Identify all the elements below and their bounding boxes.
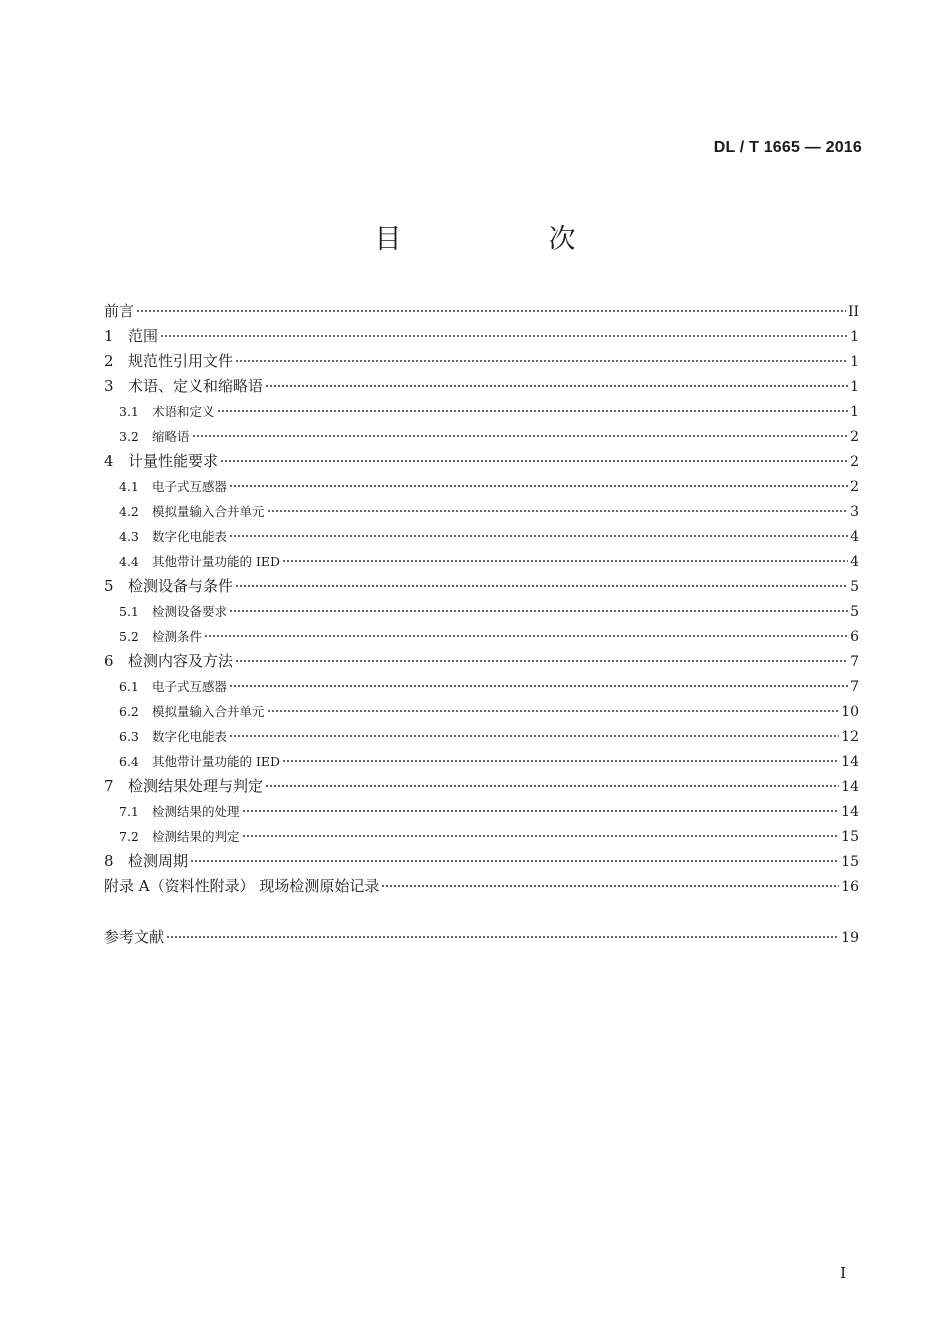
toc-entry-page: 7 [850,654,859,670]
toc-entry-page: 6 [850,629,859,645]
toc-entry-number: 5 [104,577,114,595]
toc-entry-number: 5.1 [119,604,139,619]
toc-entry-number: 4 [104,452,114,470]
toc-entry-page: 5 [850,579,859,595]
toc-entry-number: 7 [104,777,114,795]
dot-leader [136,310,846,312]
toc-entry-label: 缩略语 [152,429,190,444]
toc-entry-number: 6.1 [119,679,139,694]
toc-entry-page: 2 [850,454,859,470]
toc-entry-number: 8 [104,852,114,870]
toc-entry-label: 检测结果的判定 [152,829,240,844]
dot-leader [166,936,839,938]
toc-entry-page: 1 [850,404,859,420]
toc-entry-page: 15 [841,854,859,870]
toc-entry[interactable] [104,299,859,324]
toc-entry-page: 1 [850,329,859,345]
toc-entry-page: 2 [850,429,859,445]
toc-entry-number: 4.2 [119,504,139,519]
toc-entry[interactable] [104,324,859,349]
dot-leader [160,335,848,337]
dot-leader [267,710,840,712]
dot-leader [229,685,848,687]
toc-subentry[interactable] [104,424,859,449]
toc-entry-page: 2 [850,479,859,495]
dot-leader [381,885,839,887]
toc-subentry[interactable] [104,724,859,749]
toc-entry-number: 1 [104,327,114,345]
toc-entry-page: 15 [841,829,859,845]
dot-leader [242,810,840,812]
toc-subentry[interactable] [104,499,859,524]
dot-leader [204,635,848,637]
toc-entry-number: 6.3 [119,729,139,744]
toc-entry-page: 19 [841,930,859,946]
toc-entry-number: 6.4 [119,754,139,769]
toc-entry-label: 术语和定义 [152,404,215,419]
toc-entry-label: 检测设备要求 [152,604,228,619]
toc-title: 目 次 [374,224,636,255]
toc-subentry[interactable] [104,599,859,624]
toc-entry-page: 12 [841,729,859,745]
toc-entry[interactable] [104,574,859,599]
toc-entry-number: 2 [104,352,114,370]
toc-entry-label: 其他带计量功能的 IED [152,554,281,569]
toc-entry[interactable] [104,925,859,950]
toc-entry-page: 3 [850,504,859,520]
toc-entry-label: 规范性引用文件 [128,352,234,370]
toc-subentry[interactable] [104,824,859,849]
dot-leader [217,410,849,412]
toc-entry-page: 1 [850,354,859,370]
toc-subentry[interactable] [104,549,859,574]
toc-entry-number: 5.2 [119,629,139,644]
toc-entry-label: 电子式互感器 [152,679,228,694]
toc-entry-number: 6 [104,652,114,670]
toc-subentry[interactable] [104,399,859,424]
toc-entry-page: 7 [850,679,859,695]
toc-entry-page: 1 [850,379,859,395]
standard-code: DL / T 1665 — 2016 [713,139,862,156]
toc-entry-label: 术语、定义和缩略语 [128,377,264,395]
toc-entry-page: 5 [850,604,859,620]
toc-entry-number: 7.1 [119,804,139,819]
toc-entry-label: 电子式互感器 [152,479,228,494]
toc-entry-number: 6.2 [119,704,139,719]
dot-leader [235,660,848,662]
toc-subentry[interactable] [104,474,859,499]
toc-entry[interactable] [104,874,859,899]
table-of-contents [104,299,859,950]
dot-leader [229,610,848,612]
toc-entry-page: 14 [841,754,859,770]
dot-leader [229,535,848,537]
toc-entry-label: 数字化电能表 [152,729,228,744]
toc-entry-label: 模拟量输入合并单元 [152,704,265,719]
toc-entry-label: 附录 A（资料性附录） 现场检测原始记录 [104,877,380,895]
toc-entry[interactable] [104,774,859,799]
toc-entry-label: 其他带计量功能的 IED [152,754,281,769]
toc-entry-label: 检测结果的处理 [152,804,240,819]
toc-entry[interactable] [104,649,859,674]
dot-leader [235,360,848,362]
toc-entry-page: 10 [841,704,859,720]
dot-leader [192,435,849,437]
toc-subentry[interactable] [104,524,859,549]
toc-entry-page: II [847,304,859,320]
toc-entry-page: 4 [850,554,859,570]
toc-subentry[interactable] [104,674,859,699]
dot-leader [190,860,839,862]
toc-subentry[interactable] [104,699,859,724]
dot-leader [265,385,848,387]
toc-entry-page: 4 [850,529,859,545]
toc-entry-label: 模拟量输入合并单元 [152,504,265,519]
dot-leader [229,485,848,487]
toc-entry-page: 14 [841,804,859,820]
toc-entry-number: 4.3 [119,529,139,544]
dot-leader [282,560,848,562]
toc-entry-page: 16 [841,879,859,895]
toc-entry[interactable] [104,374,859,399]
toc-entry-label: 范围 [128,327,159,345]
toc-entry[interactable] [104,349,859,374]
toc-entry-page: 14 [841,779,859,795]
toc-entry-label: 检测条件 [152,629,203,644]
toc-entry-label: 检测设备与条件 [128,577,234,595]
dot-leader [220,460,848,462]
toc-subentry[interactable] [104,799,859,824]
toc-entry-number: 3.1 [119,404,139,419]
dot-leader [235,585,848,587]
dot-leader [265,785,839,787]
toc-entry[interactable] [104,449,859,474]
dot-leader [242,835,840,837]
toc-entry-number: 3 [104,377,114,395]
toc-entry-label: 检测内容及方法 [128,652,234,670]
toc-entry-label: 计量性能要求 [128,452,219,470]
toc-entry-number: 4.4 [119,554,139,569]
toc-entry[interactable] [104,849,859,874]
toc-entry-number: 7.2 [119,829,139,844]
toc-entry-label: 检测结果处理与判定 [128,777,264,795]
toc-entry-number: 3.2 [119,429,139,444]
toc-entry-label: 数字化电能表 [152,529,228,544]
page-number: I [840,1264,846,1282]
toc-subentry[interactable] [104,749,859,774]
dot-leader [282,760,839,762]
toc-entry-label: 前言 [104,302,135,320]
toc-entry-label: 检测周期 [128,852,189,870]
dot-leader [267,510,849,512]
toc-entry-number: 4.1 [119,479,139,494]
toc-subentry[interactable] [104,624,859,649]
dot-leader [229,735,839,737]
toc-entry-label: 参考文献 [104,928,165,946]
